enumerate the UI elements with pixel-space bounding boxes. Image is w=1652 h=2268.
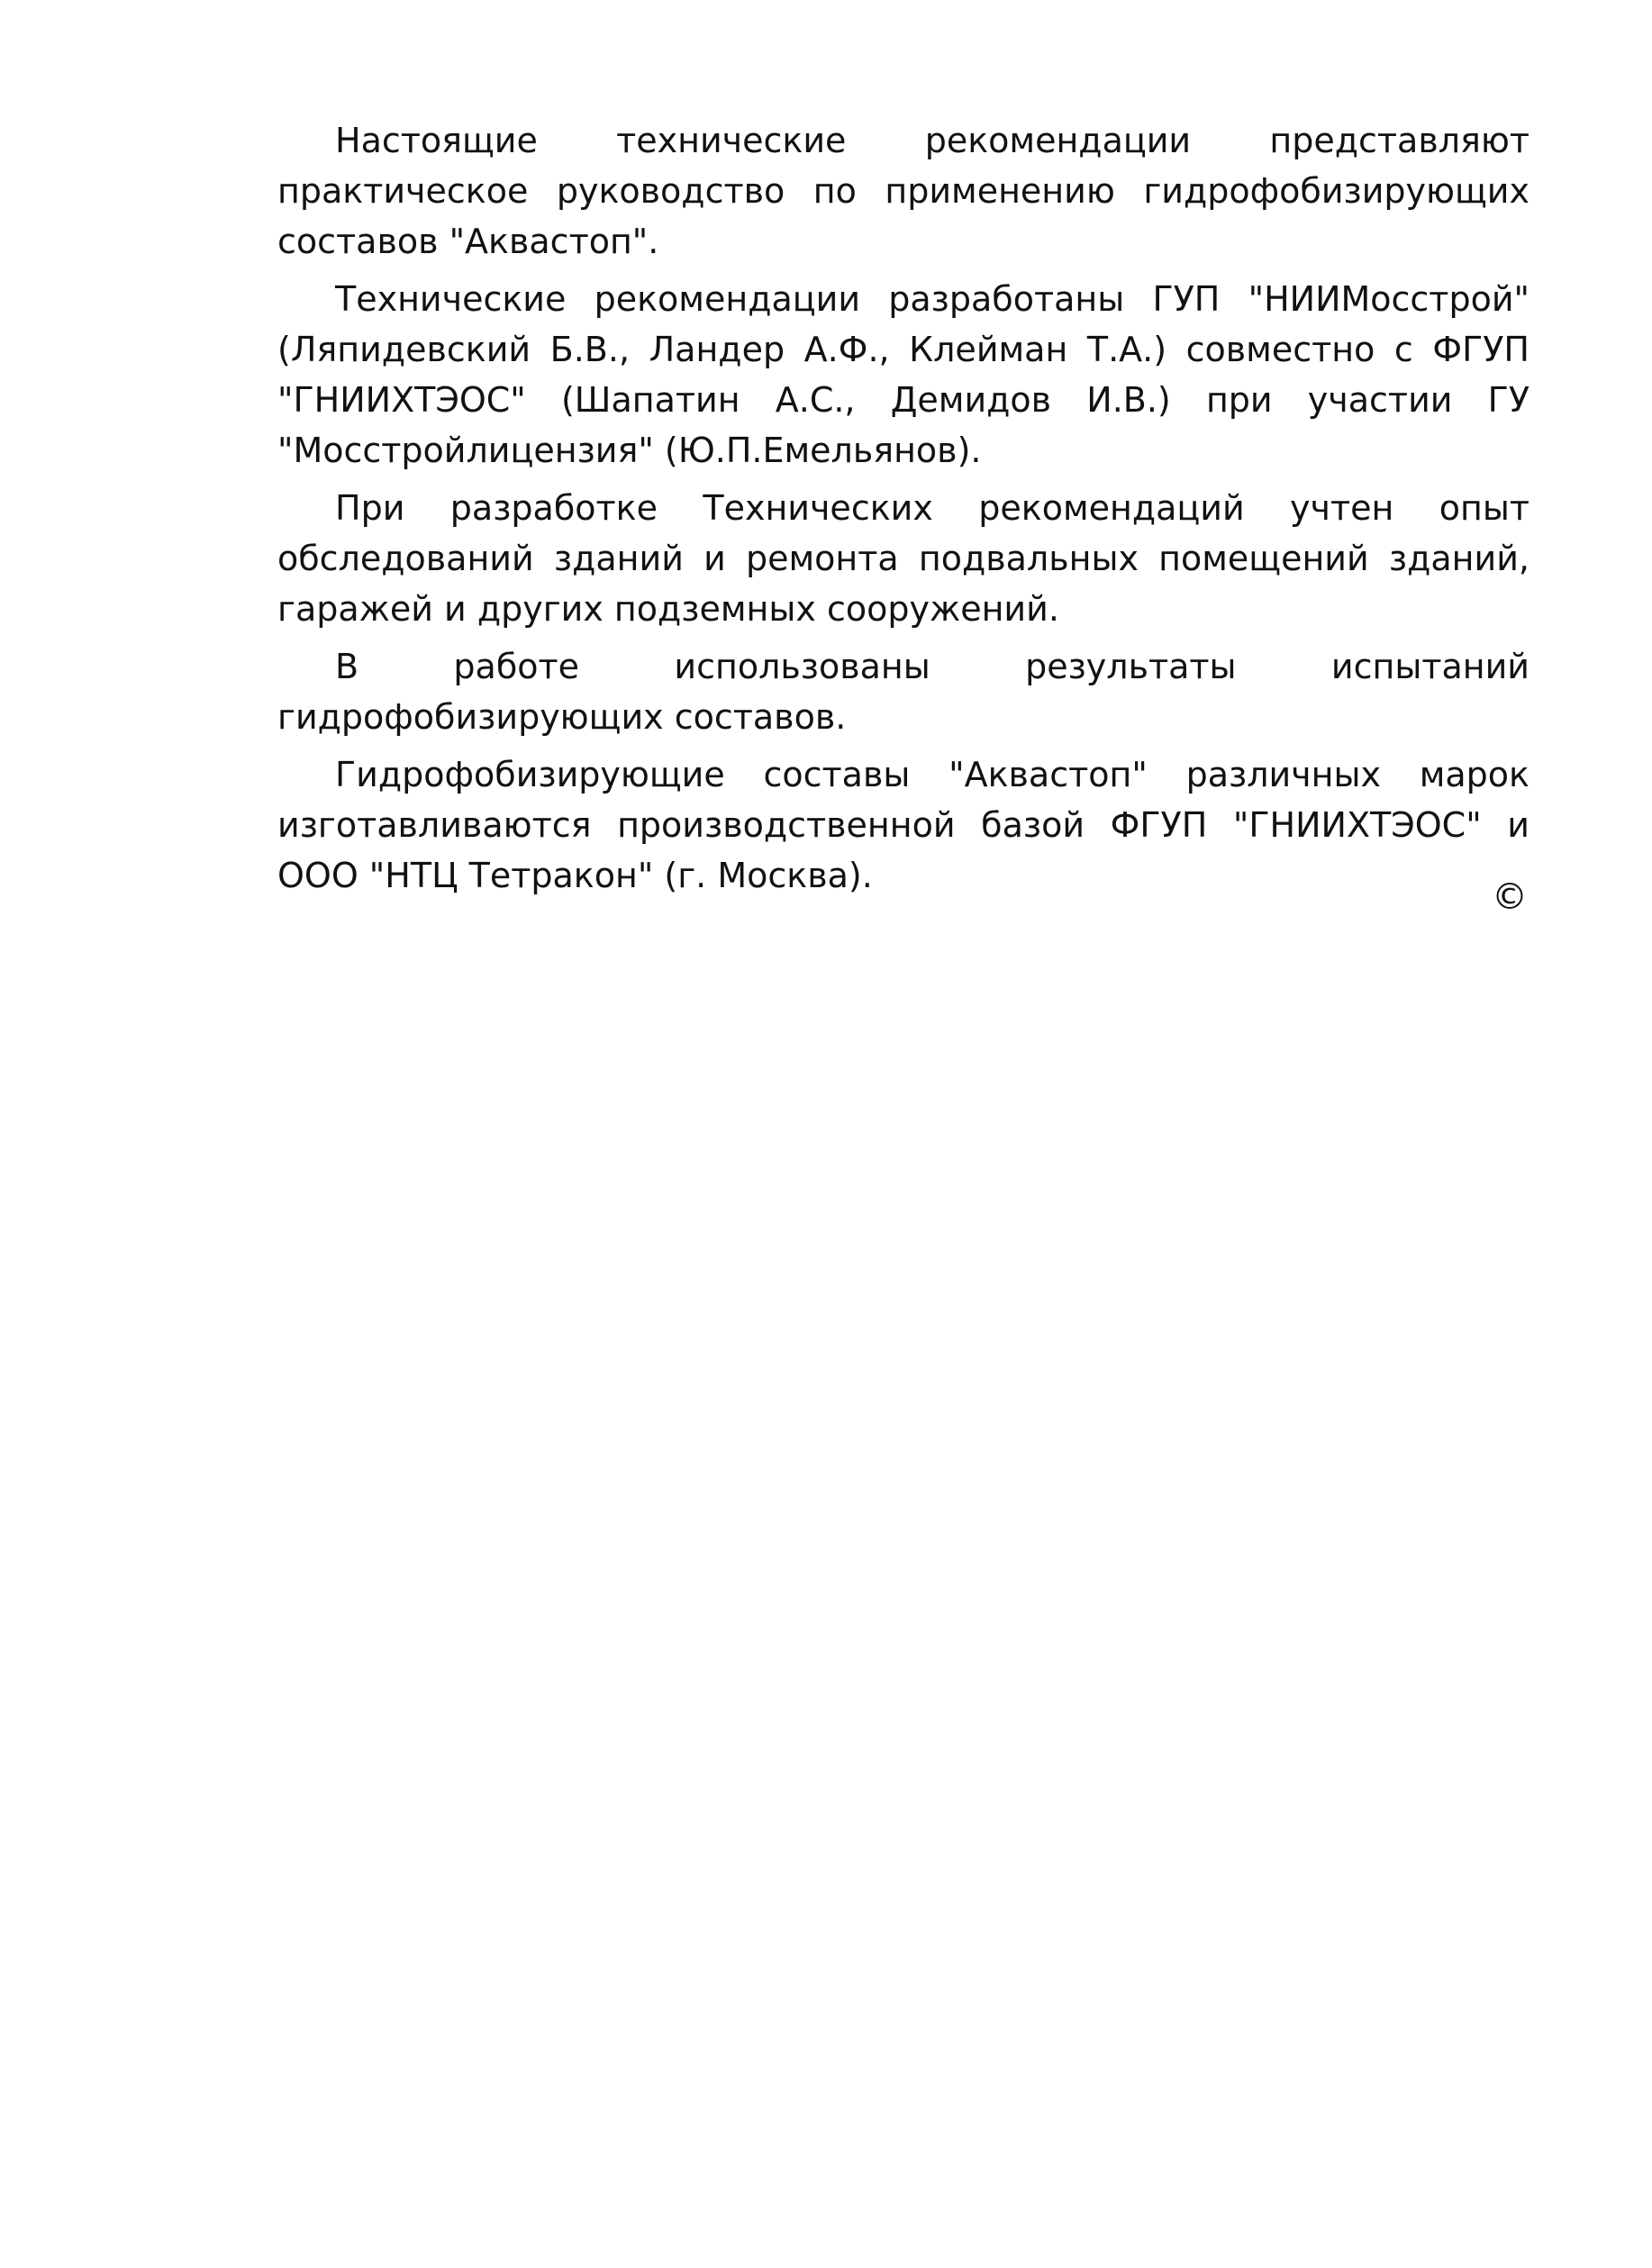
paragraph-experience: При разработке Технических рекомендаций учтен опыт обследований зданий и ремонта подвальных помещений зданий, гаражей и других подземных сооружений. (277, 488, 1529, 629)
document-body (277, 115, 1529, 908)
paragraph-manufacturers: Гидрофобизирующие составы "Аквастоп" различных марок изготавливаются производственной базой ФГУП "ГНИИХТЭОС" и ООО "НТЦ Тетракон" (г. Москва). (277, 755, 1529, 895)
paragraph-intro: Настоящие технические рекомендации представляют практическое руководство по применению гидрофобизирующих составов "Аквастоп". (277, 121, 1529, 261)
paragraph-tests: В работе использованы результаты испытаний гидрофобизирующих составов. (277, 647, 1529, 737)
paragraph-authors: Технические рекомендации разработаны ГУП "НИИМосстрой" (Ляпидевский Б.В., Ландер А.Ф., Клейман Т.А.) совместно с ФГУП "ГНИИХТЭОС" (Шапатин А.С., Демидов И.В.) при участии ГУ "Мосстройлицензия" (Ю.П.Емельянов). (277, 279, 1529, 470)
copyright-mark: © (1492, 876, 1528, 918)
